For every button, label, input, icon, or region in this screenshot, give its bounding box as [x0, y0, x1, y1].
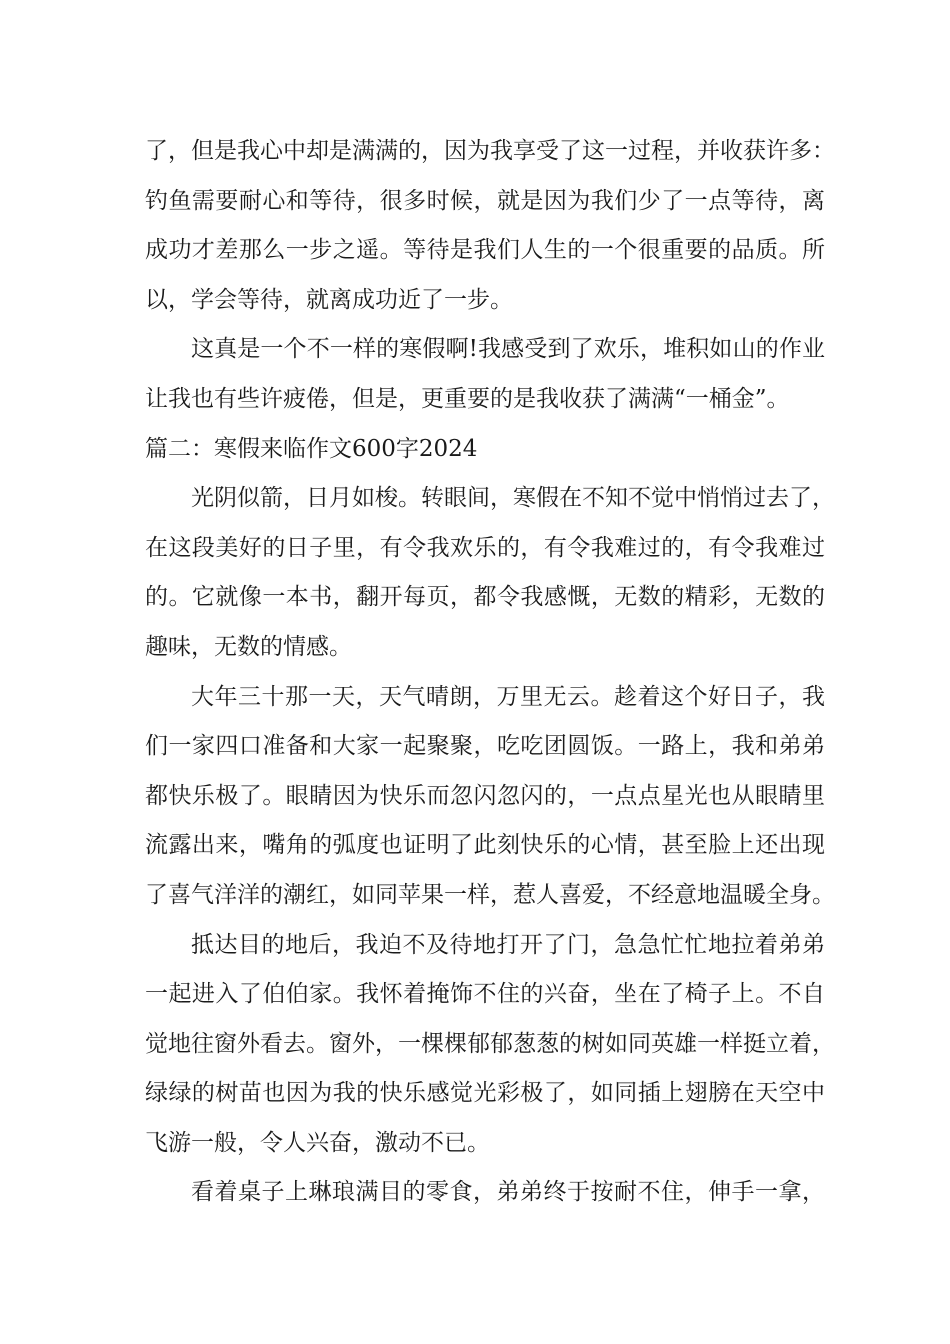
- text-line: 飞游一般，令人兴奋，激动不已。: [145, 1129, 490, 1156]
- text-line: 在这段美好的日子里，有令我欢乐的，有令我难过的，有令我难过: [145, 534, 825, 561]
- text-line: 钓鱼需要耐心和等待，很多时候，就是因为我们少了一点等待，离: [145, 187, 825, 214]
- paragraph-first-line: 光阴似箭，日月如梭。转眼间，寒假在不知不觉中悄悄过去了，: [191, 485, 835, 512]
- text-line: 成功才差那么一步之遥。等待是我们人生的一个很重要的品质。所: [145, 237, 825, 264]
- text-line: 以，学会等待，就离成功近了一步。: [145, 286, 513, 313]
- text-line: 趣味，无数的情感。: [145, 633, 352, 660]
- paragraph-first-line: 抵达目的地后，我迫不及待地打开了门，急急忙忙地拉着弟弟: [191, 931, 825, 958]
- paragraph-first-line: 大年三十那一天，天气晴朗，万里无云。趁着这个好日子，我: [191, 683, 825, 710]
- text-line: 的。它就像一本书，翻开每页，都令我感慨，无数的精彩，无数的: [145, 584, 825, 611]
- essay-text: [145, 127, 835, 1218]
- text-line: 一起进入了伯伯家。我怀着掩饰不住的兴奋，坐在了椅子上。不自: [145, 981, 825, 1008]
- text-line: 们一家四口准备和大家一起聚聚，吃吃团圆饭。一路上，我和弟弟: [145, 733, 825, 760]
- paragraph-first-line: 这真是一个不一样的寒假啊!我感受到了欢乐，堆积如山的作业: [191, 336, 825, 363]
- text-line: 了喜气洋洋的潮红，如同苹果一样，惹人喜爱，不经意地温暖全身。: [145, 881, 835, 908]
- text-line: 了，但是我心中却是满满的，因为我享受了这一过程，并收获许多：: [145, 138, 835, 164]
- text-line: 绿绿的树苗也因为我的快乐感觉光彩极了，如同插上翅膀在天空中: [145, 1080, 825, 1107]
- text-line: 都快乐极了。眼睛因为快乐而忽闪忽闪的，一点点星光也从眼睛里: [145, 782, 825, 809]
- paragraph-first-line: 看着桌子上琳琅满目的零食，弟弟终于按耐不住，伸手一拿，: [191, 1179, 825, 1206]
- text-line: 让我也有些许疲倦，但是，更重要的是我收获了满满“一桶金”。: [145, 385, 790, 412]
- section-heading: 篇二：寒假来临作文600字2024: [145, 435, 478, 462]
- text-line: 流露出来，嘴角的弧度也证明了此刻快乐的心情，甚至脸上还出现: [145, 832, 825, 859]
- text-line: 觉地往窗外看去。窗外，一棵棵郁郁葱葱的树如同英雄一样挺立着，: [145, 1030, 835, 1057]
